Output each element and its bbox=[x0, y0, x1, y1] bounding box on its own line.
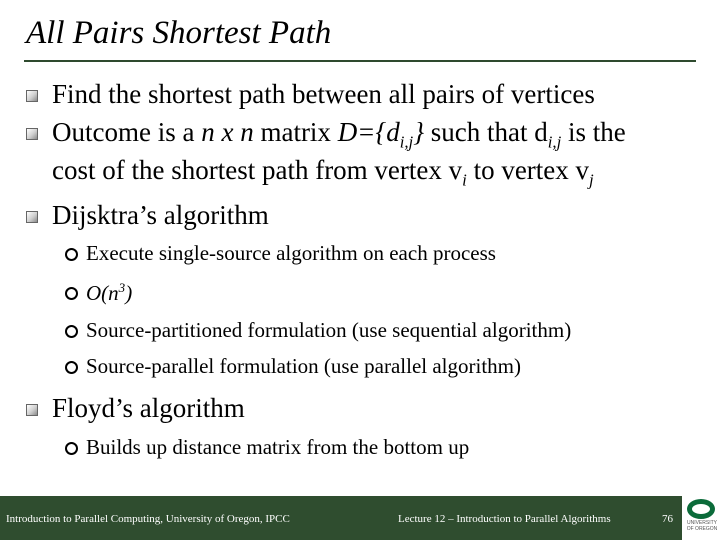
footer-course: Introduction to Parallel Computing, University of Oregon, IPCC bbox=[6, 513, 290, 525]
bullet-4: Floyd’s algorithm bbox=[52, 393, 245, 423]
square-bullet-icon bbox=[26, 404, 38, 416]
bullet-2-line-1: Outcome is a n x n matrix $D=\{d_{i,j}\}$ such that $d_{i,j}$ is the bbox=[52, 117, 626, 152]
sub-bullet-3-3: Source-partitioned formulation (use sequential algorithm) bbox=[86, 318, 572, 342]
square-bullet-icon bbox=[26, 211, 38, 223]
square-bullet-icon bbox=[26, 90, 38, 102]
bullet-1: Find the shortest path between all pairs of vertices bbox=[52, 79, 595, 109]
oregon-o-logo bbox=[687, 499, 715, 519]
footer-lecture: Lecture 12 – Introduction to Parallel Algorithms bbox=[398, 513, 611, 525]
slide-title: All Pairs Shortest Path bbox=[26, 15, 332, 51]
sub-bullet-4-1: Builds up distance matrix from the bottom up bbox=[86, 435, 470, 459]
square-bullet-icon bbox=[26, 128, 38, 140]
circle-bullet-icon bbox=[65, 361, 78, 374]
logo-text: UNIVERSITY OF OREGON bbox=[686, 520, 718, 532]
circle-bullet-icon bbox=[65, 248, 78, 261]
circle-bullet-icon bbox=[65, 442, 78, 455]
title-divider bbox=[24, 60, 696, 62]
sub-bullet-3-2: $O(n^3)$ bbox=[86, 280, 133, 305]
footer bbox=[0, 496, 720, 540]
page-number: 76 bbox=[662, 513, 673, 525]
circle-bullet-icon bbox=[65, 287, 78, 300]
bullet-2-line-2: cost of the shortest path from vertex $v_i$ to vertex $v_j$ bbox=[52, 155, 594, 190]
sub-bullet-3-1: Execute single-source algorithm on each process bbox=[86, 241, 496, 265]
sub-bullet-3-4: Source-parallel formulation (use parallel algorithm) bbox=[86, 354, 522, 378]
circle-bullet-icon bbox=[65, 325, 78, 338]
bullet-3: Dijsktra’s algorithm bbox=[52, 200, 269, 230]
